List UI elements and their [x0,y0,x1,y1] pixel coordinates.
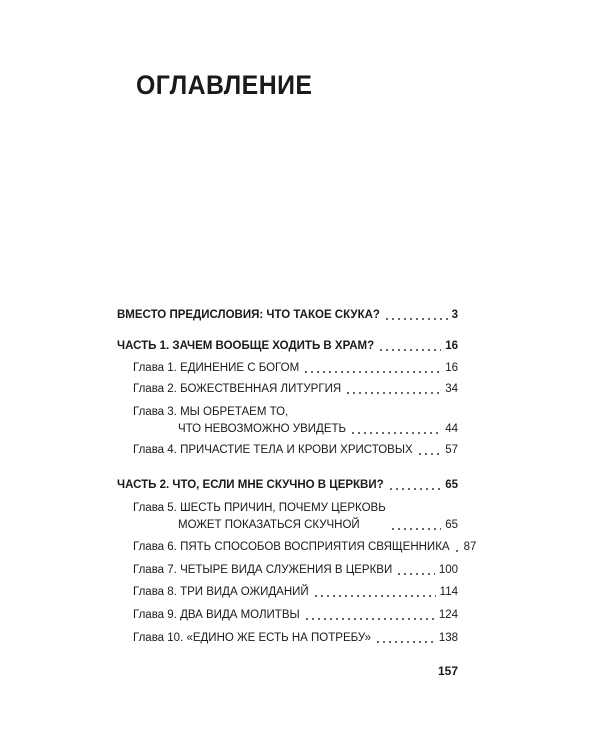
leader-dots [454,550,460,552]
toc-page-number: 65 [445,479,458,491]
leader-dots [388,488,442,490]
leader-dots [378,349,441,351]
leader-dots [350,432,441,434]
toc-entry-chapter-8[interactable] [133,584,458,601]
toc-entry-chapter-6[interactable] [133,539,477,556]
chapter-title: ШЕСТЬ ПРИЧИН, ПОЧЕМУ ЦЕРКОВЬ [180,502,386,514]
toc-page-number: 16 [445,340,458,352]
toc-entry-chapter-5[interactable] [133,500,458,534]
leader-dots [390,528,441,530]
chapter-number: Глава 2. [133,383,177,395]
toc-entry-label: ЧАСТЬ 1. ЗАЧЕМ ВООБЩЕ ХОДИТЬ В ХРАМ? [117,340,375,352]
leader-dots [345,392,441,394]
toc-page-number: 34 [445,383,458,395]
toc-page-number: 65 [445,519,458,531]
toc-page-number: 3 [451,309,458,321]
leader-dots [417,453,442,455]
toc-entry-label: ЧАСТЬ 2. ЧТО, ЕСЛИ МНЕ СКУЧНО В ЦЕРКВИ? [117,479,384,491]
toc-page-number: 114 [439,586,458,598]
toc-entry-chapter-1[interactable] [133,360,458,377]
toc-page-number: 138 [438,632,458,644]
chapter-number: Глава 5. [133,502,177,514]
toc-entry-label: ВМЕСТО ПРЕДИСЛОВИЯ: ЧТО ТАКОЕ СКУКА? [117,309,380,321]
leader-dots [313,595,436,597]
chapter-number: Глава 4. [133,444,177,456]
leader-dots [375,641,435,643]
chapter-number: Глава 8. [133,586,177,598]
toc-entry-chapter-10[interactable] [133,630,458,647]
chapter-title: «ЕДИНО ЖЕ ЕСТЬ НА ПОТРЕБУ» [186,632,372,644]
chapter-number: Глава 9. [133,609,177,621]
toc-page-number: 87 [463,541,477,553]
toc-page-number: 44 [445,423,458,435]
chapter-title-continued: МОЖЕТ ПОКАЗАТЬСЯ СКУЧНОЙ [178,519,360,531]
chapter-number: Глава 6. [133,541,177,553]
chapter-number: Глава 7. [133,564,177,576]
toc-page-number: 100 [438,564,458,576]
chapter-title: МЫ ОБРЕТАЕМ ТО, [180,406,289,418]
page-number: 157 [437,664,458,678]
leader-dots [304,618,435,620]
chapter-number: Глава 3. [133,406,177,418]
toc-entry-part-2[interactable] [117,477,458,494]
leader-dots [384,318,448,320]
toc-entry-chapter-4[interactable] [133,442,458,459]
chapter-title: ПЯТЬ СПОСОБОВ ВОСПРИЯТИЯ СВЯЩЕННИКА [180,541,450,553]
chapter-title: ТРИ ВИДА ОЖИДАНИЙ [180,586,309,598]
chapter-title-continued: ЧТО НЕВОЗМОЖНО УВИДЕТЬ [178,423,347,435]
leader-dots [303,371,441,373]
leader-dots [396,573,435,575]
toc-entry-chapter-9[interactable] [133,607,458,624]
toc-page-number: 16 [445,362,458,374]
chapter-title: ПРИЧАСТИЕ ТЕЛА И КРОВИ ХРИСТОВЫХ [180,444,413,456]
chapter-title: ЧЕТЫРЕ ВИДА СЛУЖЕНИЯ В ЦЕРКВИ [180,564,393,576]
chapter-number: Глава 1. [133,362,177,374]
page-title: ОГЛАВЛЕНИЕ [136,70,313,100]
chapter-title: ДВА ВИДА МОЛИТВЫ [180,609,300,621]
chapter-number: Глава 10. [133,632,184,644]
toc-entry-part-1[interactable] [117,338,458,355]
chapter-title: ЕДИНЕНИЕ С БОГОМ [180,362,300,374]
toc-page-number: 124 [438,609,458,621]
toc-entry-chapter-7[interactable] [133,562,458,579]
toc-entry-chapter-3[interactable] [133,404,458,438]
toc-entry-chapter-2[interactable] [133,381,458,398]
toc-page-number: 57 [445,444,458,456]
chapter-title: БОЖЕСТВЕННАЯ ЛИТУРГИЯ [180,383,342,395]
toc-entry-preface[interactable] [117,307,458,324]
